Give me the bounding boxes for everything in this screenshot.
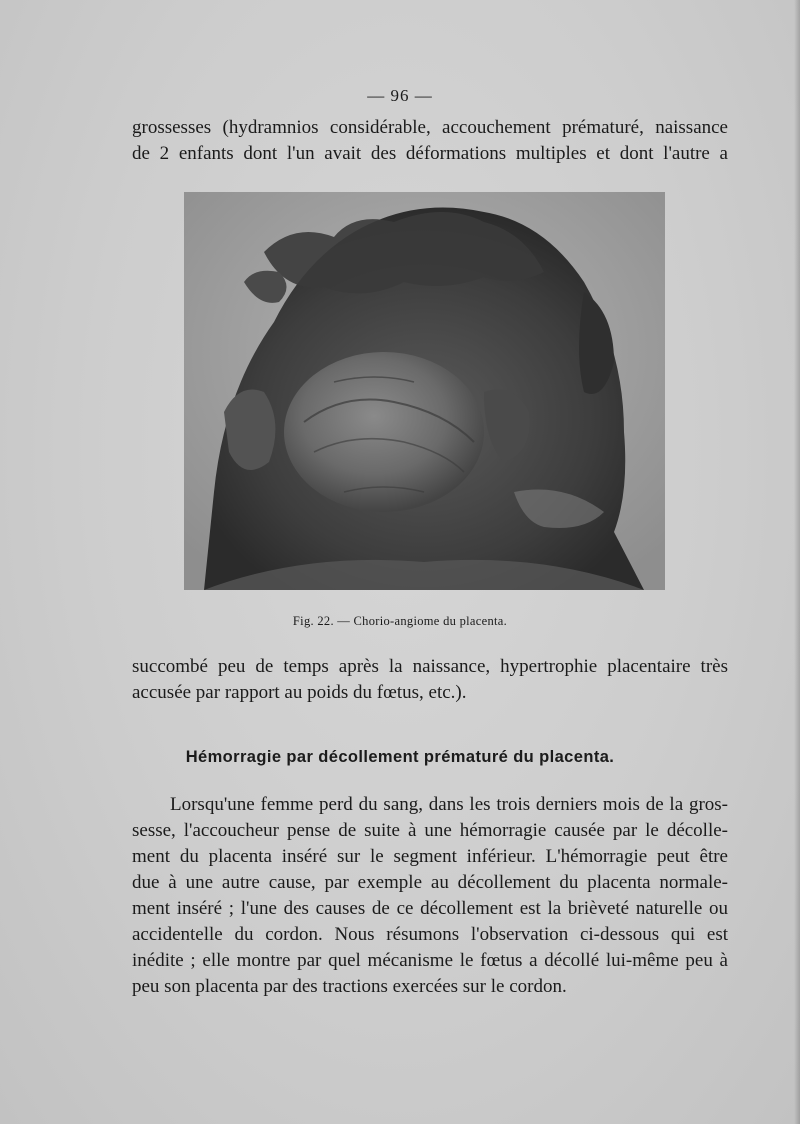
placenta-photograph (184, 192, 665, 590)
top-paragraph (132, 115, 728, 167)
paragraph-line: accusée par rapport au poids du fœtus, etc.). (132, 682, 467, 703)
paragraph-line: due à une autre cause, par exemple au décollement du placenta normale- (132, 872, 728, 893)
paragraph-line: accidentelle du cordon. Nous résumons l'observation ci-dessous qui est (132, 924, 728, 945)
paragraph-line: ment inséré ; l'une des causes de ce décollement est la brièveté naturelle ou (132, 898, 728, 919)
paragraph-line: Lorsqu'une femme perd du sang, dans les trois derniers mois de la gros- (170, 794, 728, 815)
paragraph-line: succombé peu de temps après la naissance, hypertrophie placentaire très (132, 656, 728, 677)
main-paragraph (132, 792, 728, 1000)
paragraph-line: inédite ; elle montre par quel mécanisme le fœtus a décollé lui-même peu à (132, 950, 728, 971)
page-number: — 96 — (367, 86, 433, 105)
section-heading: Hémorragie par décollement prématuré du placenta. (185, 748, 615, 766)
paragraph-line: sesse, l'accoucheur pense de suite à une hémorragie causée par le décolle- (132, 820, 728, 841)
placenta-image (184, 192, 665, 590)
figure-caption: Fig. 22. — Chorio-angiome du placenta. (292, 614, 508, 628)
paragraph-line: grossesses (hydramnios considérable, accouchement prématuré, naissance (132, 117, 728, 138)
paragraph-line: peu son placenta par des tractions exercées sur le cordon. (132, 976, 567, 997)
paragraph-line: ment du placenta inséré sur le segment inférieur. L'hémorragie peut être (132, 846, 728, 867)
paragraph-line: de 2 enfants dont l'un avait des déformations multiples et dont l'autre a (132, 143, 728, 164)
page-edge-shadow (794, 0, 800, 1124)
continuation-paragraph (132, 654, 728, 706)
